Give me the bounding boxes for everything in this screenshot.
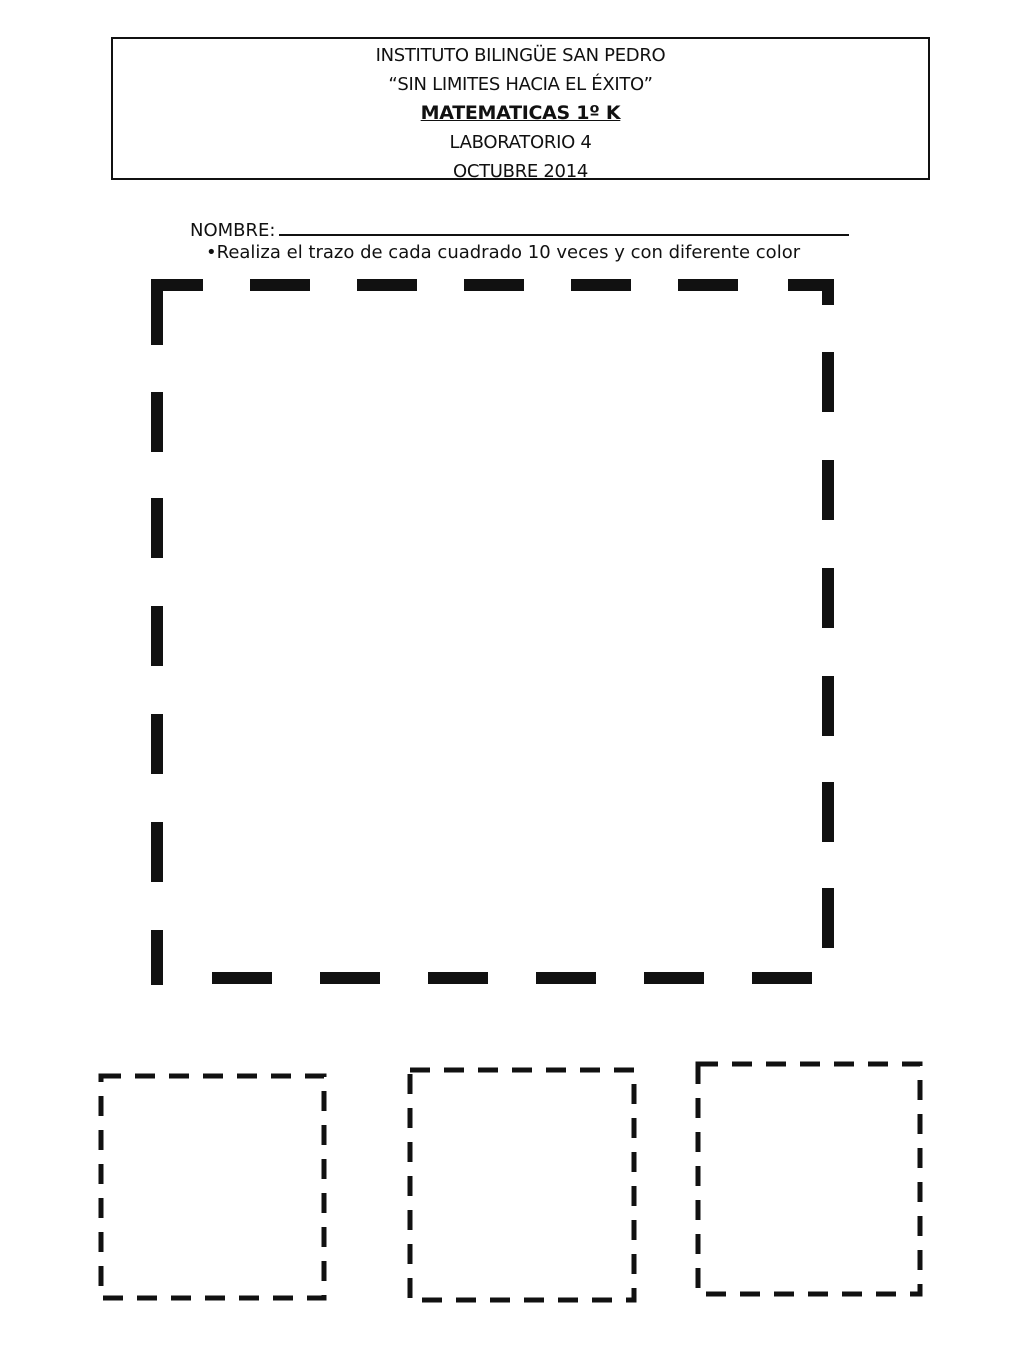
small-dashed-square-right[interactable] xyxy=(698,1064,920,1294)
date-line: OCTUBRE 2014 xyxy=(452,161,589,182)
subject-title: MATEMATICAS 1º K xyxy=(420,102,621,124)
large-dashed-square[interactable] xyxy=(157,285,828,985)
name-label: NOMBRE: xyxy=(190,220,276,241)
large-square-corner-top-left xyxy=(157,285,203,345)
instruction-text: •Realiza el trazo de cada cuadrado 10 veces y con diferente color xyxy=(206,242,801,263)
small-dashed-square-left[interactable] xyxy=(101,1076,324,1298)
small-dashed-square-middle[interactable] xyxy=(410,1070,634,1300)
lab-title: LABORATORIO 4 xyxy=(449,132,592,153)
large-square-corner-top-right xyxy=(788,285,828,305)
school-name: INSTITUTO BILINGÜE SAN PEDRO xyxy=(375,45,666,66)
school-motto: “SIN LIMITES HACIA EL ÉXITO” xyxy=(388,74,653,95)
